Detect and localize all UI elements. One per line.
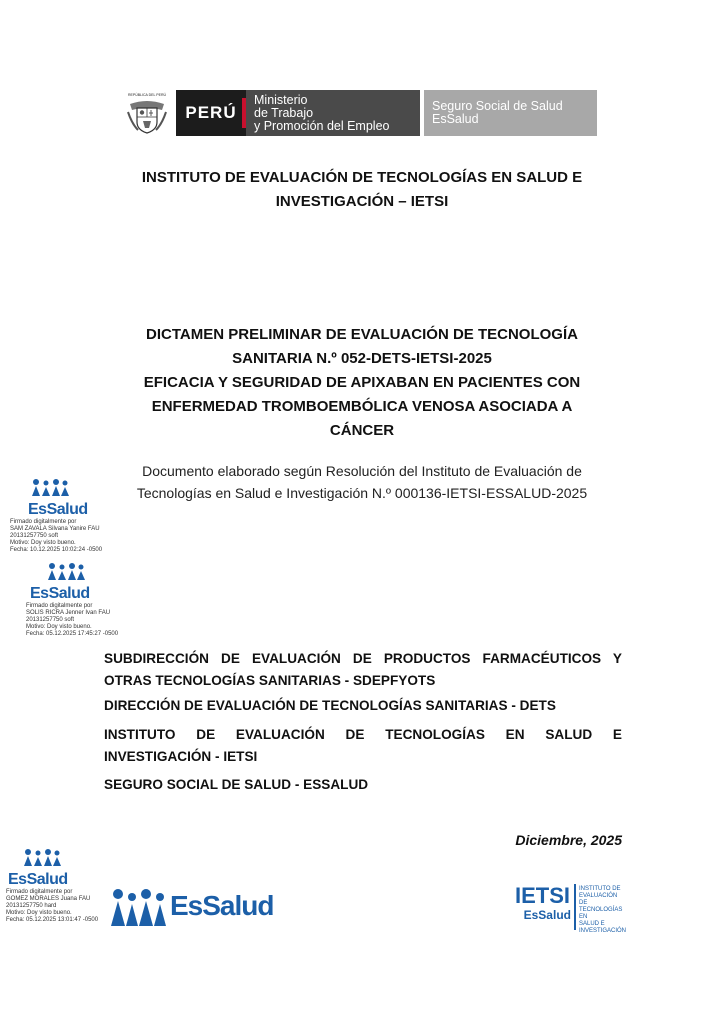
signature-line: Firmado digitalmente por [26, 603, 93, 609]
document-note-line: Documento elaborado según Resolución del Instituto de Evaluación de [142, 463, 582, 479]
signature-line: Firmado digitalmente por [6, 889, 73, 895]
signature-line: 20131257750 soft [26, 617, 75, 623]
essalud-people-icon [26, 562, 126, 585]
coat-of-arms-icon [124, 90, 170, 136]
footer-essalud-text: EsSalud [170, 890, 274, 921]
ietsi-caption-line: INSTITUTO DE [578, 886, 621, 892]
digital-signature-1 [10, 478, 110, 554]
signature-line: GOMEZ MORALES Juana FAU [6, 896, 91, 902]
essalud-people-icon [6, 848, 106, 871]
peru-coat-of-arms [124, 90, 170, 136]
dictamen-title-line: SANITARIA N.º 052-DETS-IETSI-2025 [232, 350, 492, 367]
ietsi-word: IETSI [514, 883, 570, 908]
ministry-line: Ministerio [254, 93, 308, 107]
digital-signature-2 [26, 562, 126, 638]
ietsi-mark [514, 884, 576, 930]
org-essalud: SEGURO SOCIAL DE SALUD - ESSALUD [104, 777, 369, 792]
dictamen-title-line: ENFERMEDAD TROMBOEMBÓLICA VENOSA ASOCIADA A [151, 398, 573, 415]
ietsi-caption-line: SALUD E [578, 921, 605, 927]
digital-signature-3 [6, 848, 106, 924]
ietsi-caption-line: INVESTIGACIÓN [578, 928, 626, 934]
essalud-logo-text: EsSalud [28, 501, 88, 518]
document-note [110, 460, 614, 504]
signature-line: Fecha: 05.12.2025 13:01:47 -0500 [6, 917, 99, 923]
org-line: INVESTIGACIÓN - IETSI [104, 749, 258, 764]
ietsi-caption-line: TECNOLOGÍAS EN [578, 907, 623, 920]
signature-line: Motivo: Doy visto bueno. [10, 540, 76, 546]
signature-line: 20131257750 hard [6, 903, 57, 909]
org-line: INSTITUTO DE EVALUACIÓN DE TECNOLOGÍAS EN SALUD E [104, 727, 622, 742]
ietsi-sub: EsSalud [523, 908, 571, 922]
signature-line: SOLIS RICRA Jenner Ivan FAU [26, 610, 111, 616]
signature-line: Fecha: 05.12.2025 17:45:27 -0500 [26, 631, 119, 637]
essalud-logo-text: EsSalud [30, 585, 90, 602]
institute-title [110, 166, 614, 214]
essalud-header-label [424, 90, 597, 136]
org-dets: DIRECCIÓN DE EVALUACIÓN DE TECNOLOGÍAS SANITARIAS - DETS [104, 698, 556, 713]
ietsi-caption-line: EVALUACIÓN DE [578, 893, 618, 906]
signature-line: Fecha: 10.12.2025 10:02:24 -0500 [10, 547, 103, 553]
ministry-label [246, 90, 420, 136]
dictamen-title-line: EFICACIA Y SEGURIDAD DE APIXABAN EN PACIENTES CON [143, 374, 581, 391]
org-ietsi [104, 724, 622, 768]
signature-line: Motivo: Doy visto bueno. [26, 624, 92, 630]
document-note-line: Tecnologías en Salud e Investigación N.º 000136-IETSI-ESSALUD-2025 [136, 485, 588, 501]
ietsi-caption [576, 884, 626, 934]
footer-ietsi-logo [514, 883, 626, 934]
dictamen-title [110, 323, 614, 443]
org-line: OTRAS TECNOLOGÍAS SANITARIAS - SDEPFYOTS [104, 673, 436, 688]
essalud-header-line: Seguro Social de Salud [432, 99, 563, 113]
institute-title-line: INVESTIGACIÓN – IETSI [275, 193, 449, 210]
essalud-logo-text: EsSalud [8, 871, 68, 888]
signature-line: Motivo: Doy visto bueno. [6, 910, 72, 916]
document-date: Diciembre, 2025 [515, 832, 622, 848]
signature-line: Firmado digitalmente por [10, 519, 77, 525]
signature-line: 20131257750 soft [10, 533, 59, 539]
ministry-line: y Promoción del Empleo [254, 119, 390, 133]
org-line: SUBDIRECCIÓN DE EVALUACIÓN DE PRODUCTOS FARMACÉUTICOS Y [104, 651, 622, 666]
institute-title-line: INSTITUTO DE EVALUACIÓN DE TECNOLOGÍAS EN SALUD E [141, 169, 583, 186]
signature-line: SAM ZAVALA Silvana Yanire FAU [10, 526, 100, 532]
essalud-header-line: EsSalud [432, 112, 479, 126]
svg-text:REPÚBLICA DEL PERÚ: REPÚBLICA DEL PERÚ [128, 93, 166, 97]
ministry-line: de Trabajo [254, 106, 314, 120]
essalud-people-icon [10, 478, 110, 501]
dictamen-title-line: CÁNCER [329, 422, 395, 439]
dictamen-title-line: DICTAMEN PRELIMINAR DE EVALUACIÓN DE TECNOLOGÍA [146, 326, 578, 343]
footer-essalud-logo [110, 884, 280, 928]
org-sdepfyots [104, 648, 622, 692]
essalud-people-icon [110, 886, 168, 926]
peru-label: PERÚ [176, 90, 246, 136]
